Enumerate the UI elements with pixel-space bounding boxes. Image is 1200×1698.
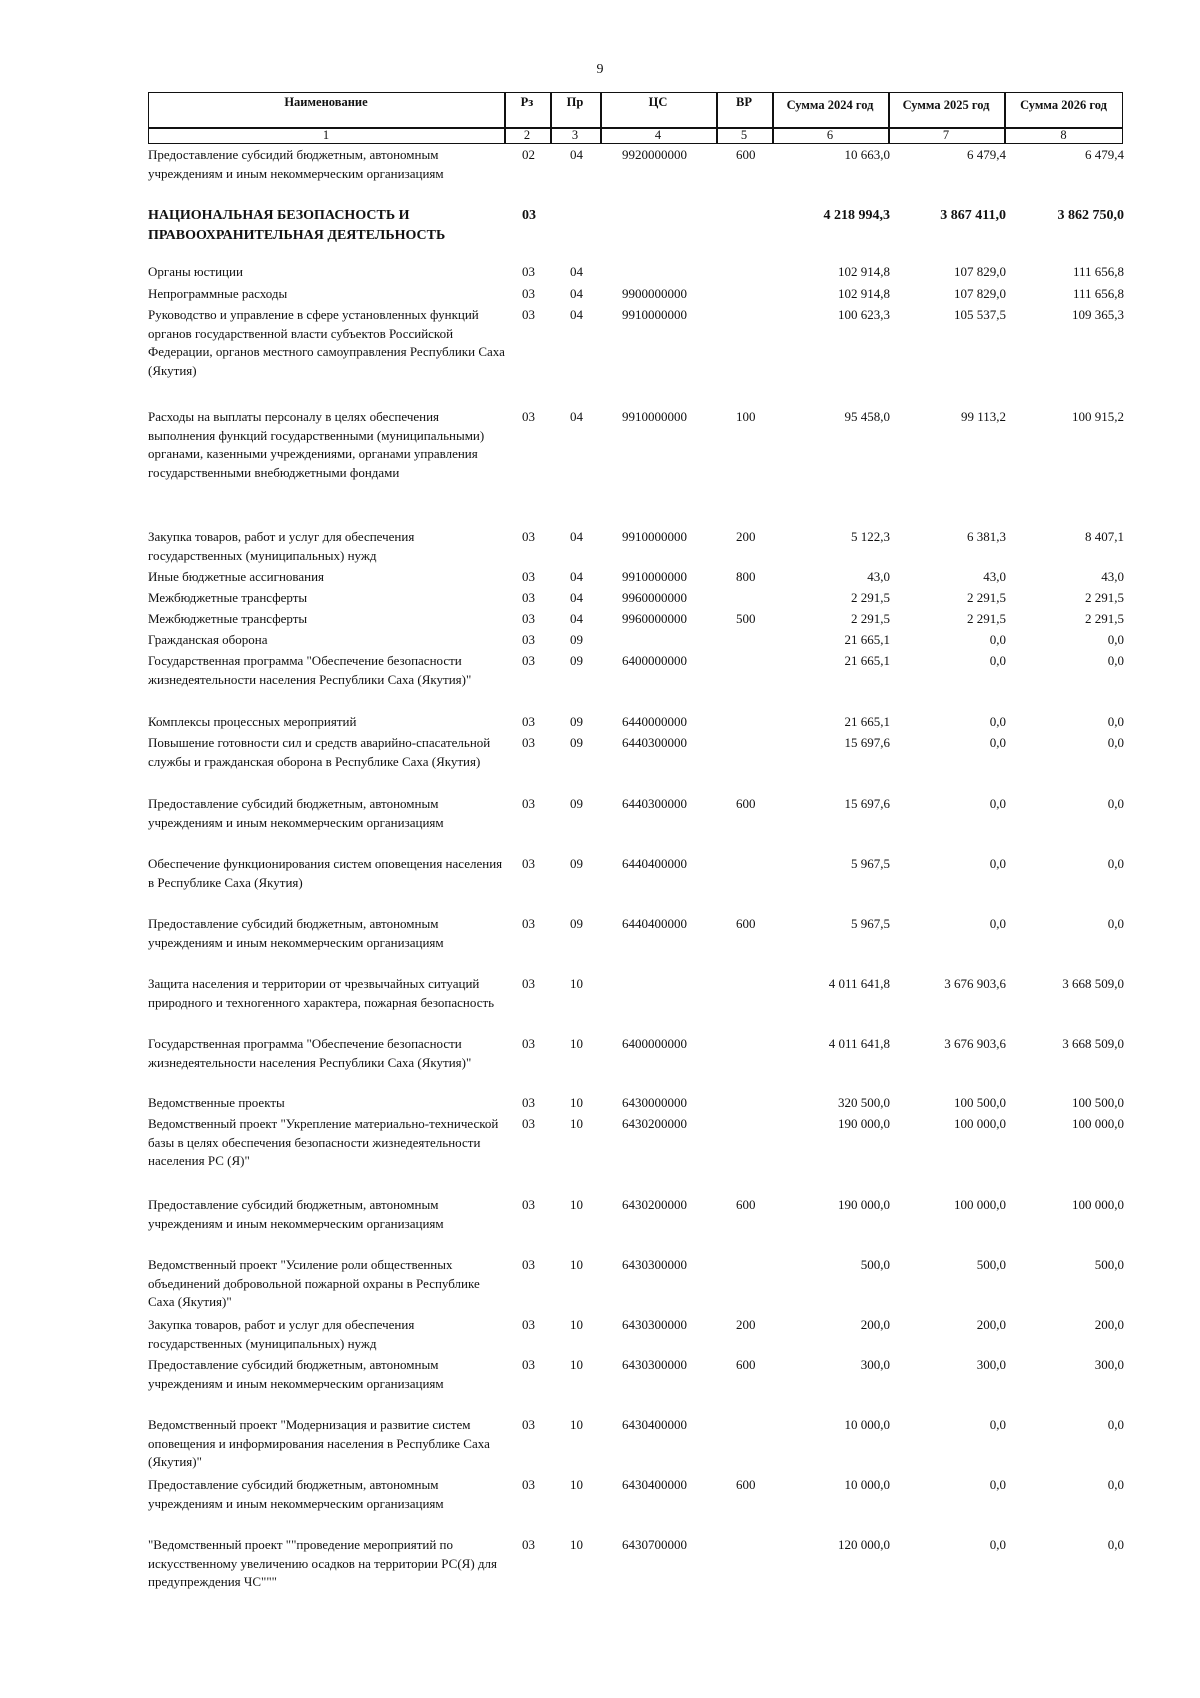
row-sum-2025: 3 676 903,6 [944, 976, 1006, 991]
row-sum-2026: 2 291,5 [1085, 611, 1124, 626]
row-sum-2024: 100 623,3 [838, 307, 890, 322]
row-pr: 09 [570, 714, 583, 729]
row-name: Предоставление субсидий бюджетным, автономным учреждениям и иным некоммерческим организациям [148, 796, 444, 830]
row-rz: 03 [522, 1116, 535, 1131]
row-sum-2024: 200,0 [860, 1317, 890, 1332]
row-name: Защита населения и территории от чрезвычайных ситуаций природного и техногенного характера, пожарная безопасность [148, 976, 495, 1010]
row-cs: 6440300000 [622, 796, 687, 811]
row-name: Закупка товаров, работ и услуг для обеспечения государственных (муниципальных) нужд [148, 1317, 415, 1351]
row-pr: 04 [570, 286, 583, 301]
page-number: 9 [596, 62, 604, 77]
row-sum-2024: 4 011 641,8 [828, 1036, 890, 1051]
row-vr: 800 [736, 569, 756, 584]
row-sum-2025: 105 537,5 [954, 307, 1006, 322]
row-sum-2026: 111 656,8 [1072, 286, 1124, 301]
row-sum-2025: 100 000,0 [954, 1116, 1006, 1131]
row-sum-2026: 109 365,3 [1072, 307, 1124, 322]
row-sum-2025: 6 479,4 [967, 147, 1006, 162]
row-cs: 6430300000 [622, 1357, 687, 1372]
row-pr: 09 [570, 653, 583, 668]
row-sum-2025: 2 291,5 [967, 611, 1006, 626]
row-name: Расходы на выплаты персоналу в целях обеспечения выполнения функций государственными (муниципальными) органами, казенными учреждениями, органами управления государственными внебюджетными фондами [148, 409, 485, 480]
header-cs: ЦС [648, 95, 668, 109]
row-rz: 03 [522, 653, 535, 668]
row-rz: 03 [522, 796, 535, 811]
row-sum-2025: 2 291,5 [967, 590, 1006, 605]
row-vr: 600 [736, 147, 756, 162]
row-name: Предоставление субсидий бюджетным, автономным учреждениям и иным некоммерческим организациям [148, 1197, 444, 1231]
row-rz: 03 [522, 307, 535, 322]
row-name: Обеспечение функционирования систем оповещения населения в Республике Саха (Якутия) [148, 856, 503, 890]
row-name: Повышение готовности сил и средств аварийно-спасательной службы и гражданская оборона в Республике Саха (Якутия) [148, 735, 491, 769]
row-pr: 10 [570, 976, 583, 991]
row-rz: 03 [522, 264, 535, 279]
row-sum-2026: 500,0 [1094, 1257, 1124, 1272]
row-cs: 6430300000 [622, 1317, 687, 1332]
row-pr: 10 [570, 1257, 583, 1272]
header-rz: Рз [520, 95, 534, 109]
row-pr: 04 [570, 147, 583, 162]
row-sum-2024: 500,0 [860, 1257, 890, 1272]
row-rz: 03 [522, 1197, 535, 1212]
row-sum-2024: 120 000,0 [838, 1537, 890, 1552]
row-sum-2024: 190 000,0 [838, 1116, 890, 1131]
row-pr: 10 [570, 1537, 583, 1552]
row-pr: 10 [570, 1197, 583, 1212]
row-sum-2026: 43,0 [1101, 569, 1124, 584]
row-sum-2026: 0,0 [1107, 714, 1124, 729]
row-rz: 03 [522, 1477, 535, 1492]
row-pr: 04 [570, 569, 583, 584]
row-sum-2024: 15 697,6 [844, 735, 890, 750]
row-cs: 6440400000 [622, 916, 687, 931]
row-pr: 09 [570, 632, 583, 647]
row-rz: 03 [522, 1257, 535, 1272]
row-vr: 600 [736, 1197, 756, 1212]
row-sum-2026: 0,0 [1107, 796, 1124, 811]
header-number: 3 [571, 128, 579, 142]
row-vr: 100 [736, 409, 756, 424]
row-pr: 10 [570, 1477, 583, 1492]
row-cs: 6430200000 [622, 1197, 687, 1212]
row-pr: 04 [570, 409, 583, 424]
row-sum-2025: 0,0 [989, 916, 1006, 931]
row-sum-2026: 0,0 [1107, 735, 1124, 750]
row-cs: 6430300000 [622, 1257, 687, 1272]
row-name: Непрограммные расходы [148, 286, 288, 301]
row-name: Ведомственный проект "Укрепление материально-технической базы в целях обеспечения безопасности жизнедеятельности населения РС (Я)" [148, 1116, 499, 1168]
row-vr: 200 [736, 1317, 756, 1332]
header-pr: Пр [566, 95, 584, 109]
row-vr: 200 [736, 529, 756, 544]
row-cs: 9910000000 [622, 569, 687, 584]
row-pr: 09 [570, 796, 583, 811]
header-sum-2024: Сумма 2024 год [786, 98, 874, 112]
row-sum-2025: 0,0 [989, 1537, 1006, 1552]
row-pr: 10 [570, 1357, 583, 1372]
row-name: Предоставление субсидий бюджетным, автономным учреждениям и иным некоммерческим организациям [148, 916, 444, 950]
row-sum-2024: 5 967,5 [851, 856, 890, 871]
row-sum-2026: 3 862 750,0 [1057, 208, 1124, 223]
row-name: НАЦИОНАЛЬНАЯ БЕЗОПАСНОСТЬ И ПРАВООХРАНИТЕЛЬНАЯ ДЕЯТЕЛЬНОСТЬ [148, 208, 446, 243]
row-vr: 600 [736, 916, 756, 931]
row-cs: 9910000000 [622, 409, 687, 424]
row-sum-2024: 15 697,6 [844, 796, 890, 811]
row-rz: 03 [522, 976, 535, 991]
row-vr: 500 [736, 611, 756, 626]
row-rz: 03 [522, 611, 535, 626]
row-sum-2024: 102 914,8 [838, 264, 890, 279]
row-pr: 09 [570, 735, 583, 750]
row-cs: 9900000000 [622, 286, 687, 301]
row-pr: 10 [570, 1095, 583, 1110]
row-sum-2026: 200,0 [1094, 1317, 1124, 1332]
row-vr: 600 [736, 796, 756, 811]
row-pr: 04 [570, 529, 583, 544]
row-sum-2024: 10 000,0 [844, 1417, 890, 1432]
row-sum-2025: 0,0 [989, 796, 1006, 811]
row-cs: 6400000000 [622, 653, 687, 668]
row-sum-2025: 0,0 [989, 1417, 1006, 1432]
row-sum-2025: 107 829,0 [954, 286, 1006, 301]
row-sum-2026: 100 000,0 [1072, 1197, 1124, 1212]
row-sum-2025: 3 867 411,0 [940, 208, 1006, 223]
header-number: 8 [1060, 128, 1067, 142]
row-sum-2026: 300,0 [1094, 1357, 1124, 1372]
row-rz: 02 [522, 147, 535, 162]
row-rz: 03 [522, 1537, 535, 1552]
row-sum-2026: 0,0 [1107, 856, 1124, 871]
row-rz: 03 [522, 208, 536, 223]
row-pr: 09 [570, 856, 583, 871]
row-name: Государственная программа "Обеспечение безопасности жизнедеятельности населения Республики Саха (Якутия)" [148, 1036, 472, 1070]
row-sum-2025: 3 676 903,6 [944, 1036, 1006, 1051]
row-rz: 03 [522, 916, 535, 931]
row-sum-2025: 0,0 [989, 653, 1006, 668]
header-name: Наименование [284, 95, 368, 109]
row-name: Комплексы процессных мероприятий [148, 714, 357, 729]
row-sum-2024: 190 000,0 [838, 1197, 890, 1212]
row-sum-2026: 0,0 [1107, 653, 1124, 668]
row-sum-2024: 2 291,5 [851, 611, 890, 626]
row-cs: 6430400000 [622, 1477, 687, 1492]
row-pr: 10 [570, 1417, 583, 1432]
row-sum-2026: 100 915,2 [1072, 409, 1124, 424]
row-sum-2024: 4 011 641,8 [828, 976, 890, 991]
row-pr: 04 [570, 307, 583, 322]
row-pr: 04 [570, 611, 583, 626]
row-sum-2026: 0,0 [1107, 632, 1124, 647]
row-sum-2026: 8 407,1 [1085, 529, 1124, 544]
row-sum-2025: 200,0 [976, 1317, 1006, 1332]
row-sum-2025: 100 000,0 [954, 1197, 1006, 1212]
row-cs: 6430000000 [622, 1095, 687, 1110]
row-name: Руководство и управление в сфере установленных функций органов государственной власти субъектов Российской Федерации, органов местного самоуправления Республики Саха (Якутия) [148, 307, 505, 378]
row-sum-2024: 320 500,0 [838, 1095, 890, 1110]
row-sum-2025: 0,0 [989, 1477, 1006, 1492]
row-cs: 6440000000 [622, 714, 687, 729]
row-name: Межбюджетные трансферты [148, 611, 308, 626]
row-name: Ведомственный проект "Модернизация и развитие систем оповещения и информирования населения в Республике Саха (Якутия)" [148, 1417, 490, 1469]
row-sum-2025: 0,0 [989, 735, 1006, 750]
row-pr: 04 [570, 264, 583, 279]
row-rz: 03 [522, 569, 535, 584]
header-number: 2 [523, 128, 531, 142]
row-name: Закупка товаров, работ и услуг для обеспечения государственных (муниципальных) нужд [148, 529, 415, 563]
header-sum-2026: Сумма 2026 год [1020, 98, 1107, 112]
row-name: "Ведомственный проект ""проведение мероприятий по искусственному увеличению осадков на территории РС(Я) для предупреждения ЧС""" [148, 1537, 497, 1589]
row-sum-2024: 21 665,1 [844, 632, 890, 647]
row-rz: 03 [522, 1036, 535, 1051]
row-sum-2026: 100 500,0 [1072, 1095, 1124, 1110]
row-sum-2026: 2 291,5 [1085, 590, 1124, 605]
row-rz: 03 [522, 286, 535, 301]
row-sum-2025: 0,0 [989, 856, 1006, 871]
row-sum-2026: 0,0 [1107, 1537, 1124, 1552]
row-sum-2026: 0,0 [1107, 916, 1124, 931]
row-cs: 9920000000 [622, 147, 687, 162]
row-name: Предоставление субсидий бюджетным, автономным учреждениям и иным некоммерческим организациям [148, 1357, 444, 1391]
row-sum-2026: 3 668 509,0 [1062, 1036, 1124, 1051]
row-sum-2026: 0,0 [1107, 1417, 1124, 1432]
row-rz: 03 [522, 1317, 535, 1332]
row-rz: 03 [522, 856, 535, 871]
row-sum-2025: 6 381,3 [967, 529, 1006, 544]
row-name: Предоставление субсидий бюджетным, автономным учреждениям и иным некоммерческим организациям [148, 147, 444, 181]
row-pr: 09 [570, 916, 583, 931]
row-sum-2025: 0,0 [989, 714, 1006, 729]
row-sum-2024: 102 914,8 [838, 286, 890, 301]
row-pr: 10 [570, 1116, 583, 1131]
row-pr: 10 [570, 1036, 583, 1051]
row-sum-2026: 100 000,0 [1072, 1116, 1124, 1131]
row-rz: 03 [522, 735, 535, 750]
row-sum-2026: 3 668 509,0 [1062, 976, 1124, 991]
row-name: Государственная программа "Обеспечение безопасности жизнедеятельности населения Республики Саха (Якутия)" [148, 653, 472, 687]
row-sum-2024: 10 663,0 [844, 147, 890, 162]
row-name: Органы юстиции [148, 264, 243, 279]
row-sum-2024: 43,0 [867, 569, 890, 584]
row-rz: 03 [522, 409, 535, 424]
header-number: 6 [826, 128, 834, 142]
row-rz: 03 [522, 1357, 535, 1372]
row-name: Предоставление субсидий бюджетным, автономным учреждениям и иным некоммерческим организациям [148, 1477, 444, 1511]
row-name: Ведомственные проекты [148, 1095, 285, 1110]
row-cs: 9960000000 [622, 590, 687, 605]
row-sum-2024: 5 122,3 [851, 529, 890, 544]
row-pr: 10 [570, 1317, 583, 1332]
header-vr: ВР [736, 95, 752, 109]
row-cs: 6440400000 [622, 856, 687, 871]
row-sum-2025: 0,0 [989, 632, 1006, 647]
row-sum-2025: 99 113,2 [960, 409, 1006, 424]
row-sum-2025: 43,0 [983, 569, 1006, 584]
row-cs: 9910000000 [622, 307, 687, 322]
header-sum-2025: Сумма 2025 год [902, 98, 990, 112]
row-cs: 6430400000 [622, 1417, 687, 1432]
header-number: 4 [654, 128, 662, 142]
row-cs: 9960000000 [622, 611, 687, 626]
row-rz: 03 [522, 590, 535, 605]
row-vr: 600 [736, 1477, 756, 1492]
row-rz: 03 [522, 714, 535, 729]
row-sum-2026: 111 656,8 [1072, 264, 1124, 279]
row-sum-2025: 100 500,0 [954, 1095, 1006, 1110]
row-rz: 03 [522, 1095, 535, 1110]
row-rz: 03 [522, 632, 535, 647]
row-rz: 03 [522, 1417, 535, 1432]
row-sum-2024: 21 665,1 [844, 653, 890, 668]
row-name: Иные бюджетные ассигнования [148, 569, 325, 584]
row-sum-2024: 21 665,1 [844, 714, 890, 729]
row-cs: 6430700000 [622, 1537, 687, 1552]
row-sum-2024: 5 967,5 [851, 916, 890, 931]
row-sum-2024: 300,0 [860, 1357, 890, 1372]
row-pr: 04 [570, 590, 583, 605]
header-number: 7 [942, 128, 950, 142]
row-cs: 9910000000 [622, 529, 687, 544]
row-sum-2025: 300,0 [976, 1357, 1006, 1372]
row-vr: 600 [736, 1357, 756, 1372]
row-name: Ведомственный проект "Усиление роли общественных объединений добровольной пожарной охраны в Республике Саха (Якутия)" [148, 1257, 480, 1309]
row-sum-2025: 500,0 [976, 1257, 1006, 1272]
row-name: Межбюджетные трансферты [148, 590, 308, 605]
header-number: 1 [322, 128, 330, 142]
row-sum-2026: 6 479,4 [1085, 147, 1124, 162]
row-cs: 6440300000 [622, 735, 687, 750]
row-sum-2024: 95 458,0 [844, 409, 890, 424]
row-sum-2026: 0,0 [1107, 1477, 1124, 1492]
header-number: 5 [740, 128, 748, 142]
row-sum-2024: 4 218 994,3 [823, 208, 890, 223]
row-cs: 6430200000 [622, 1116, 687, 1131]
row-cs: 6400000000 [622, 1036, 687, 1051]
row-rz: 03 [522, 529, 535, 544]
row-name: Гражданская оборона [148, 632, 268, 647]
row-sum-2025: 107 829,0 [954, 264, 1006, 279]
row-sum-2024: 10 000,0 [844, 1477, 890, 1492]
row-sum-2024: 2 291,5 [851, 590, 890, 605]
